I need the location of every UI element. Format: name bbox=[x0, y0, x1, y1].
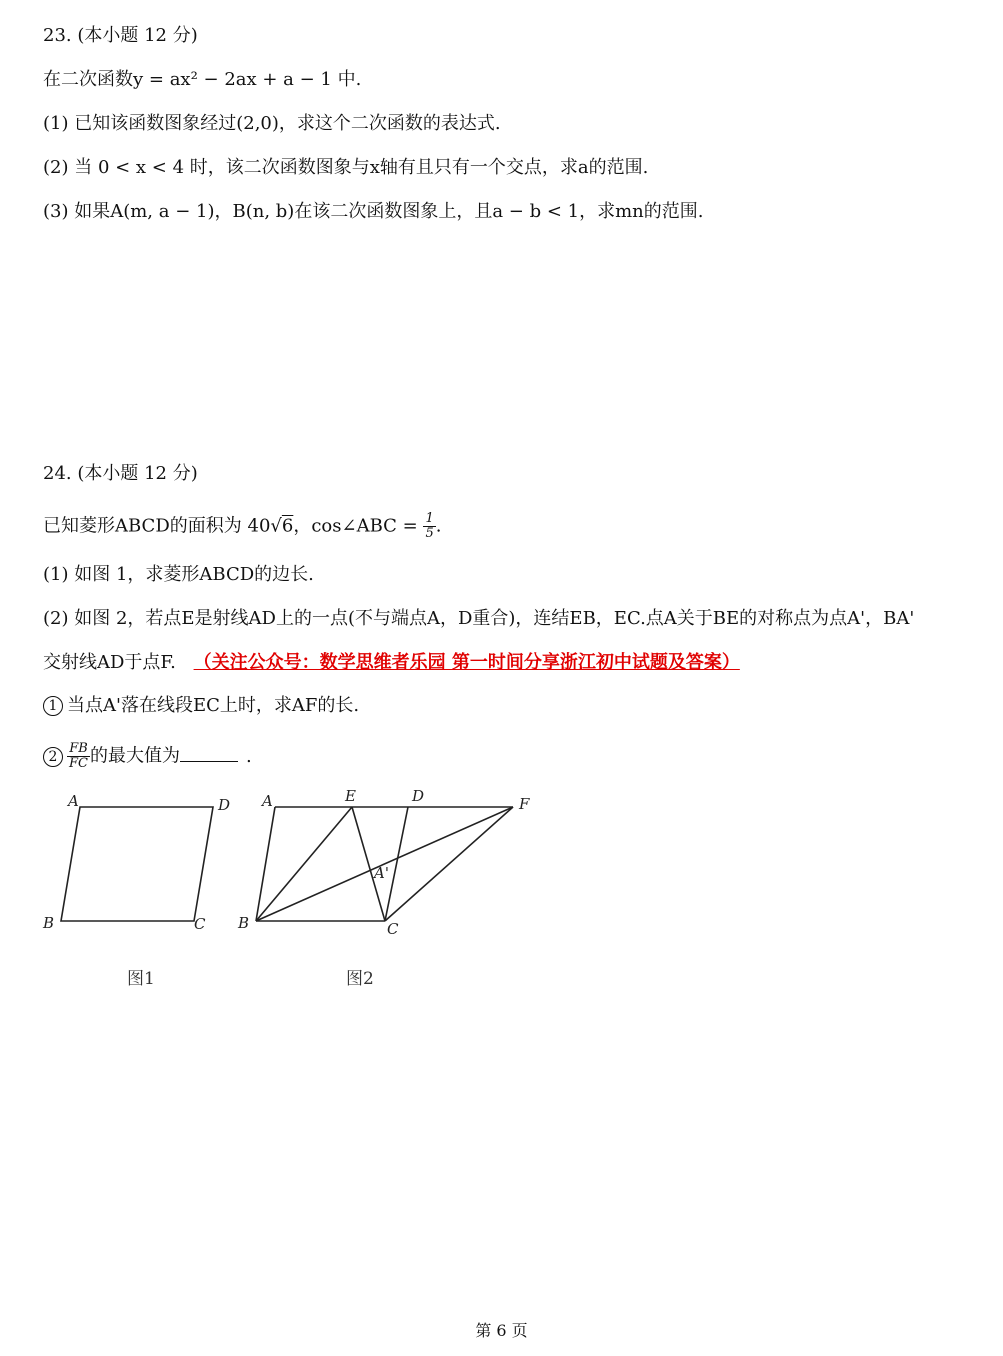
segment-be bbox=[256, 807, 352, 921]
q23-header: 23. (本小题 12 分) bbox=[43, 25, 198, 46]
figure1-caption: 图1 bbox=[127, 969, 155, 989]
q24-part1: (1) 如图 1，求菱形ABCD的边长. bbox=[43, 564, 314, 585]
figure1-rhombus bbox=[61, 807, 213, 921]
promo-link[interactable]: （关注公众号：数学思维者乐园 第一时间分享浙江初中试题及答案） bbox=[193, 652, 740, 673]
q23-part3: (3) 如果A(m, a − 1)，B(n, b)在该二次函数图象上，且a − b < 1，求mn的范围. bbox=[43, 201, 704, 222]
figure2-caption: 图2 bbox=[346, 969, 374, 989]
circled-number-2: 2 bbox=[43, 747, 63, 767]
sqrt-symbol: √ bbox=[270, 515, 282, 537]
fig2-label-a: A bbox=[262, 792, 273, 810]
fraction-numerator: FB bbox=[67, 742, 90, 757]
fig2-label-d: D bbox=[412, 787, 425, 805]
fig1-label-b: B bbox=[43, 914, 55, 932]
q24-header: 24. (本小题 12 分) bbox=[43, 463, 198, 484]
fig2-label-f: F bbox=[519, 795, 530, 813]
q24-stem-mid: ，cos∠ABC = bbox=[293, 515, 424, 537]
q24-stem-post: . bbox=[435, 515, 442, 537]
q24-sub1-text: 当点A'落在线段EC上时，求AF的长. bbox=[67, 695, 360, 716]
fraction-denominator: FC bbox=[69, 756, 88, 771]
q24-stem-pre: 已知菱形ABCD的面积为 40 bbox=[43, 515, 271, 537]
q24-stem-sqrt: 6 bbox=[281, 515, 294, 537]
q24-part2-line1: (2) 如图 2，若点E是射线AD上的一点(不与端点A，D重合)，连结EB，EC.点A关于BE的对称点为点A'，BA' bbox=[43, 608, 915, 629]
rhombus-outline bbox=[61, 807, 213, 921]
q23-part1: (1) 已知该函数图象经过(2,0)，求这个二次函数的表达式. bbox=[43, 113, 501, 134]
fig1-label-d: D bbox=[218, 796, 231, 814]
q23-part2: (2) 当 0 < x < 4 时，该二次函数图象与x轴有且只有一个交点，求a的范围. bbox=[43, 157, 649, 178]
q23-stem: 在二次函数y = ax² − 2ax + a − 1 中. bbox=[43, 69, 362, 90]
page-number: 第 6 页 bbox=[475, 1321, 528, 1340]
circled-number-1: 1 bbox=[43, 696, 63, 716]
fig2-label-e: E bbox=[345, 787, 356, 805]
fig2-label-c: C bbox=[387, 920, 399, 938]
q24-sub2-text: 的最大值为 bbox=[89, 745, 180, 767]
segment-ab bbox=[256, 807, 275, 921]
fig2-label-b: B bbox=[238, 914, 250, 932]
q24-sub2-end: . bbox=[245, 745, 252, 767]
q24-part2-line2-text: 交射线AD于点F. bbox=[43, 652, 176, 673]
fraction-numerator: 1 bbox=[425, 511, 434, 526]
fraction-denominator: 5 bbox=[425, 526, 434, 541]
fig2-label-a-prime: A' bbox=[374, 864, 389, 882]
fig1-label-c: C bbox=[194, 915, 206, 933]
fig1-label-a: A bbox=[68, 792, 79, 810]
